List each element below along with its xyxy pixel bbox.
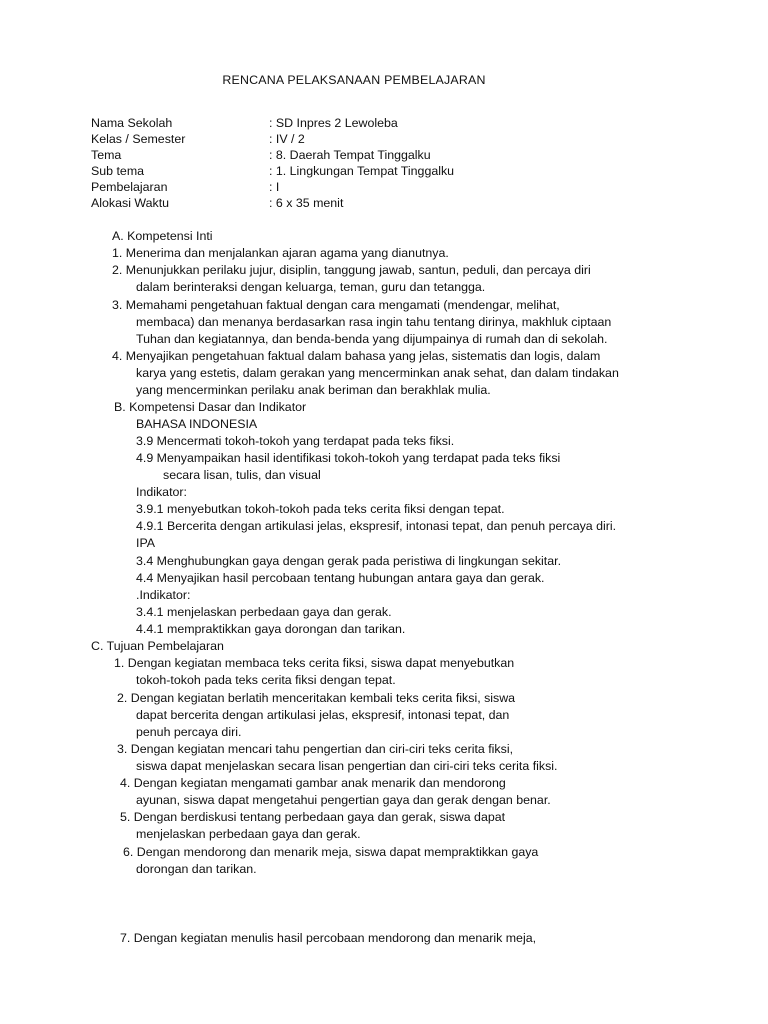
kd-line: secara lisan, tulis, dan visual [163, 468, 321, 482]
tujuan-line: dapat bercerita dengan artikulasi jelas, ekspresif, intonasi tepat, dan [136, 708, 510, 722]
value-nama-sekolah: : SD Inpres 2 Lewoleba [269, 116, 398, 130]
kd-line: 4.9.1 Bercerita dengan artikulasi jelas, ekspresif, intonasi tepat, dan penuh percaya diri. [136, 519, 617, 533]
kd-line: 4.9 Menyampaikan hasil identifikasi tokoh-tokoh yang terdapat pada teks fiksi [136, 451, 561, 465]
section-heading-tujuan: C. Tujuan Pembelajaran [91, 639, 224, 653]
kd-line: 3.9 Mencermati tokoh-tokoh yang terdapat pada teks fiksi. [136, 434, 455, 448]
ki-line: 1. Menerima dan menjalankan ajaran agama yang dianutnya. [112, 246, 449, 260]
tujuan-line: penuh percaya diri. [136, 725, 242, 739]
tujuan-line: ayunan, siswa dapat mengetahui pengertian gaya dan gerak dengan benar. [136, 793, 551, 807]
value-kelas-semester: : IV / 2 [269, 132, 305, 146]
kd-line: 3.4.1 menjelaskan perbedaan gaya dan gerak. [136, 605, 392, 619]
kd-subject-ipa: IPA [136, 536, 156, 550]
ki-line: 2. Menunjukkan perilaku jujur, disiplin, tanggung jawab, santun, peduli, dan percaya diri [112, 263, 591, 277]
tujuan-line: 2. Dengan kegiatan berlatih menceritakan kembali teks cerita fiksi, siswa [117, 691, 516, 705]
ki-line: Tuhan dan kegiatannya, dan benda-benda yang dijumpainya di rumah dan di sekolah. [136, 332, 608, 346]
kd-line: 3.4 Menghubungkan gaya dengan gerak pada peristiwa di lingkungan sekitar. [136, 554, 562, 568]
label-alokasi-waktu: Alokasi Waktu [91, 196, 170, 210]
ki-line: membaca) dan menanya berdasarkan rasa ingin tahu tentang dirinya, makhluk ciptaan [136, 315, 612, 329]
section-heading-kd: B. Kompetensi Dasar dan Indikator [114, 400, 307, 414]
ki-line: 4. Menyajikan pengetahuan faktual dalam bahasa yang jelas, sistematis dan logis, dalam [112, 349, 601, 363]
value-pembelajaran: : I [269, 180, 280, 194]
kd-indikator-label: Indikator: [136, 485, 187, 499]
label-nama-sekolah: Nama Sekolah [91, 116, 173, 130]
kd-line: 3.9.1 menyebutkan tokoh-tokoh pada teks cerita fiksi dengan tepat. [136, 502, 505, 516]
tujuan-line: tokoh-tokoh pada teks cerita fiksi dengan tepat. [136, 673, 396, 687]
tujuan-line: 1. Dengan kegiatan membaca teks cerita fiksi, siswa dapat menyebutkan [114, 656, 515, 670]
label-tema: Tema [91, 148, 122, 162]
ki-line: 3. Memahami pengetahuan faktual dengan cara mengamati (mendengar, melihat, [112, 298, 560, 312]
label-kelas-semester: Kelas / Semester [91, 132, 186, 146]
tujuan-line: siswa dapat menjelaskan secara lisan pengertian dan ciri-ciri teks cerita fiksi. [136, 759, 558, 773]
tujuan-line: dorongan dan tarikan. [136, 862, 257, 876]
ki-line: yang mencerminkan perilaku anak beriman dan berakhlak mulia. [136, 383, 491, 397]
tujuan-line: 7. Dengan kegiatan menulis hasil percobaan mendorong dan menarik meja, [120, 931, 537, 945]
tujuan-line: 5. Dengan berdiskusi tentang perbedaan gaya dan gerak, siswa dapat [120, 810, 506, 824]
tujuan-line: 3. Dengan kegiatan mencari tahu pengertian dan ciri-ciri teks cerita fiksi, [117, 742, 514, 756]
document-title: RENCANA PELAKSANAAN PEMBELAJARAN [222, 73, 486, 87]
kd-subject-bahasa-indonesia: BAHASA INDONESIA [136, 417, 258, 431]
ki-line: karya yang estetis, dalam gerakan yang mencerminkan anak sehat, dan dalam tindakan [136, 366, 619, 380]
kd-indikator-label: .Indikator: [136, 588, 191, 602]
tujuan-line: menjelaskan perbedaan gaya dan gerak. [136, 827, 361, 841]
label-sub-tema: Sub tema [91, 164, 145, 178]
value-alokasi-waktu: : 6 x 35 menit [269, 196, 344, 210]
value-tema: : 8. Daerah Tempat Tinggalku [269, 148, 431, 162]
ki-line: dalam berinteraksi dengan keluarga, teman, guru dan tetangga. [136, 280, 486, 294]
label-pembelajaran: Pembelajaran [91, 180, 168, 194]
tujuan-line: 6. Dengan mendorong dan menarik meja, siswa dapat mempraktikkan gaya [123, 845, 539, 859]
value-sub-tema: : 1. Lingkungan Tempat Tinggalku [269, 164, 455, 178]
section-heading-ki: A. Kompetensi Inti [112, 229, 213, 243]
tujuan-line: 4. Dengan kegiatan mengamati gambar anak menarik dan mendorong [120, 776, 506, 790]
kd-line: 4.4 Menyajikan hasil percobaan tentang hubungan antara gaya dan gerak. [136, 571, 545, 585]
kd-line: 4.4.1 mempraktikkan gaya dorongan dan tarikan. [136, 622, 406, 636]
